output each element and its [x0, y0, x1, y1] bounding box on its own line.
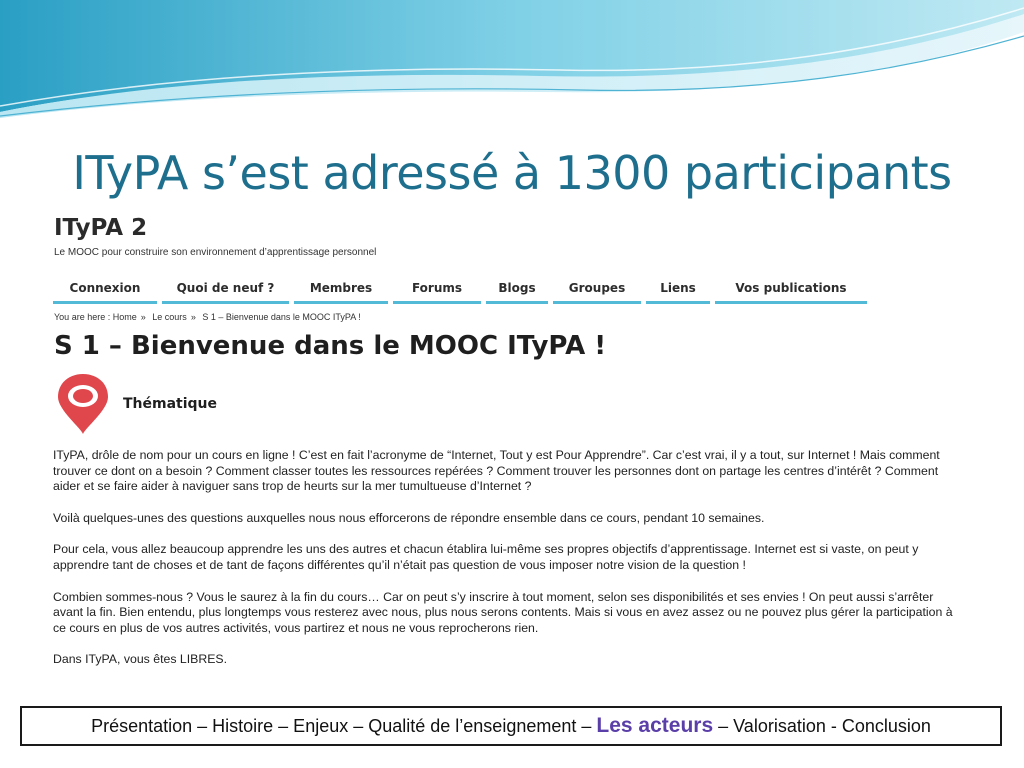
footer-text-before: Présentation – Histoire – Enjeux – Qualité de l’enseignement – [91, 715, 592, 736]
post-paragraph: Voilà quelques-unes des questions auxquelles nous nous efforcerons de répondre ensemble dans ce cours, pendant 10 semaines. [53, 510, 765, 525]
breadcrumb-le-cours[interactable]: Le cours [152, 312, 187, 322]
nav-item-liens[interactable]: Liens [646, 275, 710, 304]
site-tagline: Le MOOC pour construire son environnement d’apprentissage personnel [54, 247, 377, 258]
footer-text-after: – Valorisation - Conclusion [718, 715, 931, 736]
post-title: S 1 – Bienvenue dans le MOOC ITyPA ! [54, 331, 607, 361]
nav-item-blogs[interactable]: Blogs [486, 275, 548, 304]
breadcrumb-current: S 1 – Bienvenue dans le MOOC ITyPA ! [202, 312, 361, 322]
main-nav [53, 275, 872, 304]
breadcrumb-separator: » [190, 312, 196, 322]
footer-current-section: Les acteurs [596, 714, 714, 737]
breadcrumb-home[interactable]: Home [112, 312, 137, 322]
site-title[interactable]: ITyPA 2 [54, 215, 148, 241]
nav-item-quoi-de-neuf[interactable]: Quoi de neuf ? [162, 275, 289, 304]
category-label[interactable]: Thématique [123, 396, 218, 412]
post-paragraph: Combien sommes-nous ? Vous le saurez à la fin du cours… Car on peut s’y inscrire à tout moment, selon ses disponibilités et ses envies ! On peut aussi s’arrêter avant la fin. Bien entendu, plus longtemps vous resterez avec nous, plus nous serons contents. Mais si vous en avez assez ou ne pouvez plus gérer la participation à ce cours en plus de vos autres activités, vous partirez et nous ne vous reprocherons rien. [53, 589, 953, 635]
footer-navigation [20, 706, 1002, 746]
nav-item-vos-publications[interactable]: Vos publications [715, 275, 867, 304]
nav-item-groupes[interactable]: Groupes [553, 275, 641, 304]
post-body [53, 448, 953, 684]
breadcrumb-prefix: You are here : [54, 312, 111, 322]
breadcrumb-separator: » [140, 312, 146, 322]
website-screenshot [30, 212, 972, 706]
breadcrumb [54, 312, 361, 322]
nav-item-forums[interactable]: Forums [393, 275, 481, 304]
slide-title: ITyPA s’est adressé à 1300 participants [72, 146, 952, 200]
nav-item-connexion[interactable]: Connexion [53, 275, 157, 304]
wave-decoration [0, 0, 1024, 130]
nav-item-membres[interactable]: Membres [294, 275, 388, 304]
post-paragraph: ITyPA, drôle de nom pour un cours en ligne ! C’est en fait l’acronyme de “Internet, Tout y est Pour Apprendre”. Car c’est vrai, il y a tout, sur Internet ! Mais comment trouver ce dont on a besoin ? Comment classer toutes les ressources repérées ? Comment trouver les personnes dont on partage les centres d’intérêt ? Comment aider et se faire aider à naviguer sans trop de heurts sur la mer tumultueuse d’Internet ? [53, 448, 940, 494]
post-paragraph: Dans ITyPA, vous êtes LIBRES. [53, 652, 228, 667]
post-paragraph: Pour cela, vous allez beaucoup apprendre les uns des autres et chacun établira lui-même ses propres objectifs d’apprentissage. Internet est si vaste, on peut y apprendre tant de choses et de tant de façons différentes qu’il n’était pas question de vous imposer notre vision de la question ! [53, 542, 919, 572]
location-pin-icon [52, 372, 114, 436]
